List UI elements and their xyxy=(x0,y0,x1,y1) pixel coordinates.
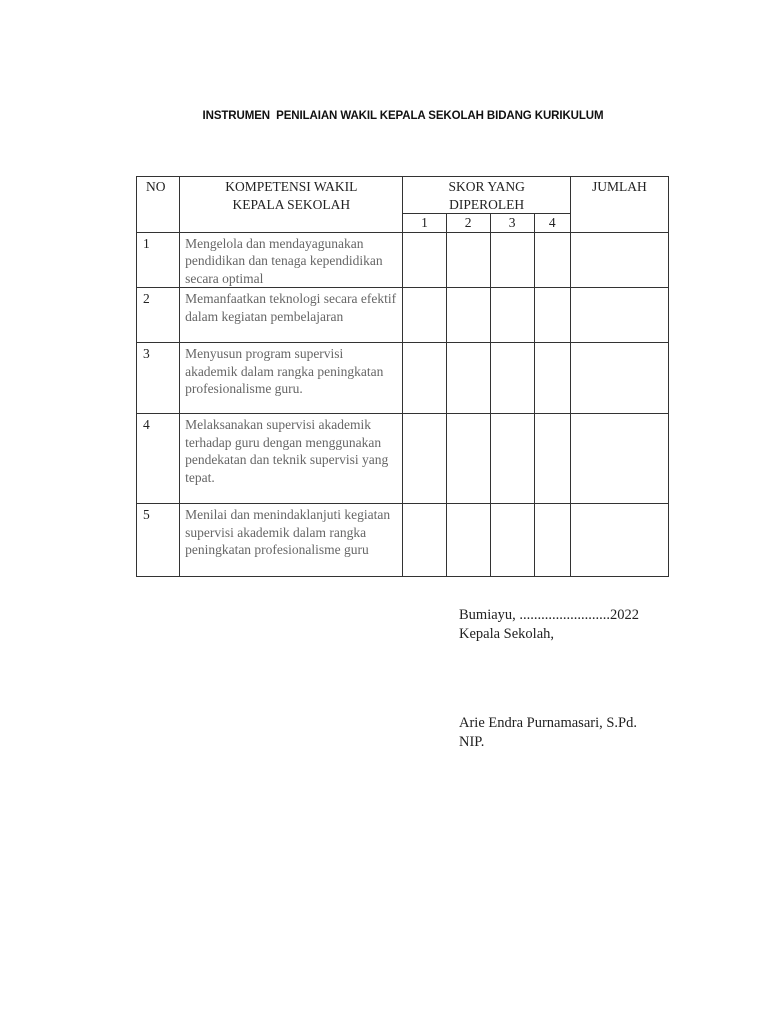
table-row xyxy=(137,414,669,504)
header-kompetensi xyxy=(180,177,403,233)
signature-nip: NIP. xyxy=(459,734,485,750)
jumlah-cell[interactable] xyxy=(570,343,668,414)
header-skor-1: 1 xyxy=(403,214,446,233)
header-jumlah: JUMLAH xyxy=(570,177,668,233)
row-number: 1 xyxy=(137,232,180,288)
score-cell-2[interactable] xyxy=(446,504,490,577)
row-kompetensi: Mengelola dan mendayagunakan pendidikan dan tenaga kependidikan secara optimal xyxy=(180,232,403,288)
score-cell-3[interactable] xyxy=(490,232,534,288)
score-cell-1[interactable] xyxy=(403,343,446,414)
row-number: 2 xyxy=(137,288,180,343)
row-number: 3 xyxy=(137,343,180,414)
table-row xyxy=(137,232,669,288)
header-skor xyxy=(403,177,570,214)
score-cell-2[interactable] xyxy=(446,288,490,343)
score-cell-1[interactable] xyxy=(403,232,446,288)
row-kompetensi: Menyusun program supervisi akademik dalam rangka peningkatan profesionalisme guru. xyxy=(180,343,403,414)
score-cell-3[interactable] xyxy=(490,288,534,343)
score-cell-1[interactable] xyxy=(403,288,446,343)
score-cell-4[interactable] xyxy=(534,414,570,504)
score-cell-3[interactable] xyxy=(490,343,534,414)
score-cell-2[interactable] xyxy=(446,343,490,414)
header-kompetensi-line2: KEPALA SEKOLAH xyxy=(232,196,351,212)
table-header-row xyxy=(137,177,669,214)
header-skor-line2: DIPEROLEH xyxy=(449,196,525,212)
header-kompetensi-line1: KOMPETENSI WAKIL xyxy=(225,179,358,194)
jumlah-cell[interactable] xyxy=(570,232,668,288)
assessment-table xyxy=(136,176,669,577)
table-row xyxy=(137,343,669,414)
signature-role: Kepala Sekolah, xyxy=(459,626,555,642)
row-kompetensi: Memanfaatkan teknologi secara efektif dalam kegiatan pembelajaran xyxy=(180,288,403,343)
document-title: INSTRUMEN PENILAIAN WAKIL KEPALA SEKOLAH BIDANG KURIKULUM xyxy=(202,110,604,122)
row-number: 5 xyxy=(137,504,180,577)
score-cell-4[interactable] xyxy=(534,288,570,343)
score-cell-4[interactable] xyxy=(534,504,570,577)
header-skor-line1: SKOR YANG xyxy=(448,179,525,194)
header-skor-3: 3 xyxy=(490,214,534,233)
score-cell-4[interactable] xyxy=(534,343,570,414)
row-number: 4 xyxy=(137,414,180,504)
score-cell-4[interactable] xyxy=(534,232,570,288)
header-skor-2: 2 xyxy=(446,214,490,233)
row-kompetensi: Menilai dan menindaklanjuti kegiatan supervisi akademik dalam rangka peningkatan profesionalisme guru xyxy=(180,504,403,577)
jumlah-cell[interactable] xyxy=(570,414,668,504)
signature-place-date: Bumiayu, .........................2022 xyxy=(459,607,640,623)
score-cell-2[interactable] xyxy=(446,414,490,504)
header-no: NO xyxy=(137,177,180,233)
row-kompetensi: Melaksanakan supervisi akademik terhadap guru dengan menggunakan pendekatan dan teknik supervisi yang tepat. xyxy=(180,414,403,504)
jumlah-cell[interactable] xyxy=(570,504,668,577)
score-cell-1[interactable] xyxy=(403,414,446,504)
score-cell-3[interactable] xyxy=(490,414,534,504)
header-skor-4: 4 xyxy=(534,214,570,233)
score-cell-1[interactable] xyxy=(403,504,446,577)
signature-name: Arie Endra Purnamasari, S.Pd. xyxy=(459,715,637,731)
table-row xyxy=(137,504,669,577)
score-cell-3[interactable] xyxy=(490,504,534,577)
jumlah-cell[interactable] xyxy=(570,288,668,343)
score-cell-2[interactable] xyxy=(446,232,490,288)
table-row xyxy=(137,288,669,343)
